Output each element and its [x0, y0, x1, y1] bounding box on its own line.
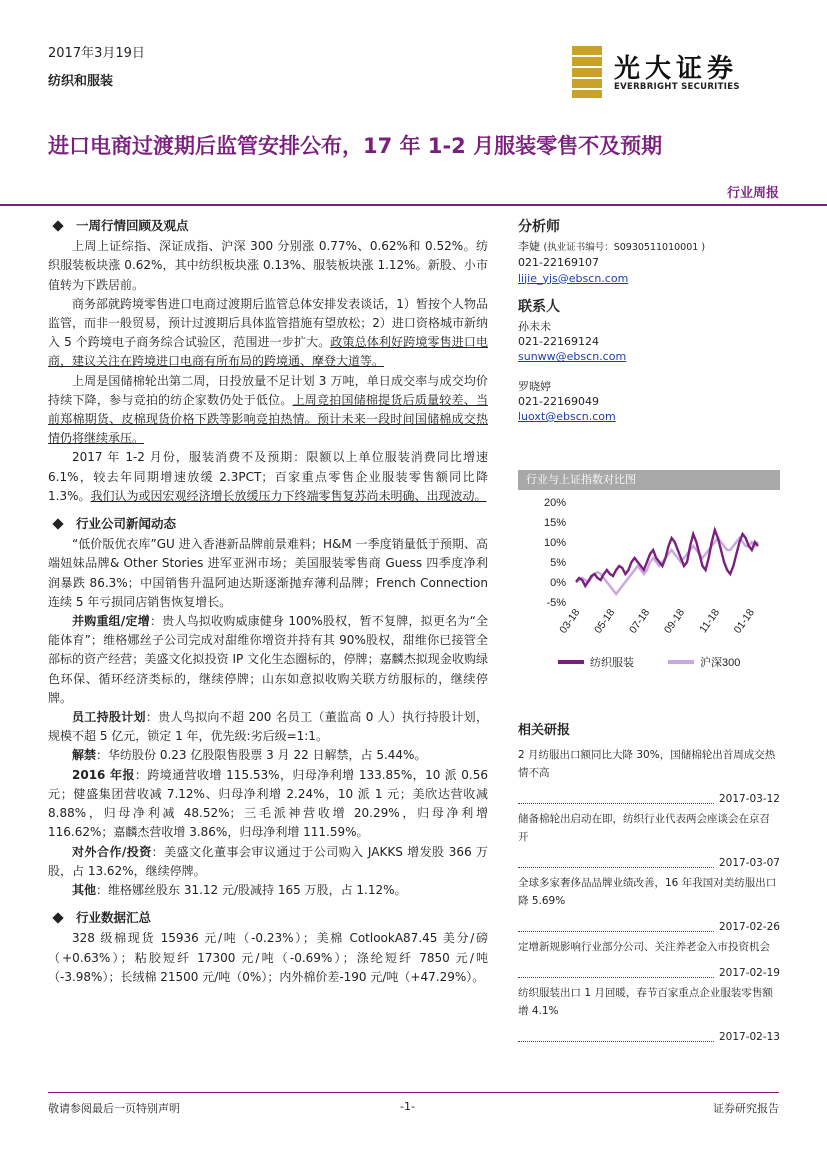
- section-heading: 行业数据汇总: [48, 908, 488, 927]
- paragraph: 上周是国储棉轮出第二周，日投放量不足计划 3 万吨，单日成交率与成交均价持续下降，参与竞拍的纺企家数仍处于低位。上周竞拍国储棉提货后质量较差、当前郑棉期货、皮棉现货价格下跌等影响竞拍热情。预计未来一段时间国储棉成交热情仍将继续承压。: [48, 373, 488, 446]
- paragraph: 员工持股计划：贵人鸟拟向不超 200 名员工（董监高 0 人）执行持股计划，规模不超 5 亿元，锁定 1 年，优先级:劣后级=1:1。: [48, 710, 488, 744]
- chart-title: 行业与上证指数对比图: [518, 470, 780, 490]
- analyst-phone: 021-22169107: [518, 256, 599, 270]
- diamond-bullet-icon: [52, 912, 63, 923]
- contacts-heading: 联系人: [518, 298, 560, 315]
- legend-label: 纺织服装: [590, 657, 634, 669]
- y-tick-label: 20%: [543, 497, 566, 509]
- paragraph: 上周上证综指、深证成指、沪深 300 分别涨 0.77%、0.62%和 0.52%。纺织服装板块涨 0.62%，其中纺织板块涨 0.13%、服装板块涨 1.12%。新股、小市值转为下跌居前。: [48, 239, 488, 292]
- x-tick-label: 05-18: [592, 606, 618, 636]
- legend-label: 沪深300: [700, 657, 741, 669]
- analyst-email-link[interactable]: lijie_yjs@ebscn.com: [518, 271, 629, 285]
- paragraph: 2016 年报：跨境通营收增 115.53%，归母净利增 133.85%，10 派 0.56 元；健盛集团营收减 7.12%、归母净利增 2.24%，10 派 1 元；美欣达营收减 8.88%，归母净利减 48.52%；三毛派神营收增 20.29%，归母净利增 116.62%；嘉麟杰营收增 3.86%，归母净利增 111.59%。: [48, 767, 489, 840]
- paragraph: 解禁：华纺股份 0.23 亿股限售股票 3 月 22 日解禁，占 5.44%。: [72, 748, 427, 763]
- company-logo: [572, 46, 772, 98]
- analyst-heading: 分析师: [518, 219, 560, 235]
- section-heading: 一周行情回顾及观点: [48, 216, 488, 235]
- related-report-link[interactable]: 2 月纺服出口额同比大降 30%，国储棉轮出首周成交热情不高: [518, 749, 776, 779]
- related-report-date: 2017-02-19: [518, 960, 780, 978]
- analyst-name-line: 李婕 (执业证书编号：S0930511010001 ): [518, 240, 706, 254]
- related-report-date: 2017-03-07: [518, 850, 780, 868]
- x-tick-label: 11-18: [697, 606, 723, 636]
- related-report-link[interactable]: 储备棉轮出启动在即，纺织行业代表两会座谈会在京召开: [518, 813, 770, 843]
- page-number: -1-: [400, 1100, 415, 1113]
- report-type: 行业周报: [726, 186, 779, 201]
- related-report-link[interactable]: 全球多家奢侈品品牌业绩改善，16 年我国对美纺服出口降 5.69%: [518, 877, 777, 907]
- x-tick-label: 03-18: [557, 606, 583, 636]
- contact-phone: 021-22169049: [518, 394, 599, 408]
- header-divider: [0, 204, 827, 206]
- paragraph: 2017 年 1-2 月份，服装消费不及预期：限额以上单位服装消费同比增速 6.1%，较去年同期增速放缓 2.3PCT；百家重点零售企业服装零售额同比降 1.3%。我们认为或因宏观经济增长放缓压力下终端零售复苏尚未明确、出现波动。: [48, 450, 488, 503]
- paragraph: 其他：维格娜丝股东 31.12 元/股减持 165 万股，占 1.12%。: [72, 882, 407, 897]
- paragraph: “低价版优衣库”GU 进入香港新品牌前景难料；H&M 一季度销量低于预期、高端妞妹品牌& Other Stories 进军亚洲市场；美国服装零售商 Guess 四季度净利润暴跌 86.3%；中国销售升温阿迪达斯逐渐抛弃薄利品牌；French Connection 连续 5 年亏损同店销售恢复增长。: [48, 537, 488, 609]
- section-heading: 行业公司新闻动态: [48, 514, 488, 533]
- contact-name: 罗晓婷: [518, 379, 551, 393]
- logo-mark-icon: [572, 46, 602, 98]
- footer-divider: [48, 1092, 779, 1093]
- y-tick-label: 0%: [550, 577, 566, 589]
- footer-disclaimer: 敬请参阅最后一页特别声明: [48, 1102, 180, 1115]
- main-content: [48, 214, 488, 987]
- contact-name: 孙未未: [518, 320, 551, 334]
- paragraph: 并购重组/定增：贵人鸟拟收购威康健身 100%股权，暂不复牌，拟更名为“全能体育”；维格娜丝子公司完成对甜维你增资并持有其 90%股权，甜维你已接管全部标的资产经营；美盛文化拟投资 IP 文化生态圈标的，停牌；嘉麟杰拟现金收购绿色环保、循环经济类标的，继续停牌；山东如意拟收购关联方纺服标的，继续停牌。: [48, 614, 489, 705]
- contact-phone: 021-22169124: [518, 335, 599, 349]
- paragraph: 商务部就跨境零售进口电商过渡期后监管总体安排发表谈话，1）暂按个人物品监管，而非一般贸易，预计过渡期后具体监管措施有望放松；2）进口资格城市新纳入 5 个跨境电子商务综合试验区，范围进一步扩大。政策总体利好跨境零售进口电商，建议关注在跨境进口电商有所布局的跨境通、摩登大道等。: [48, 296, 488, 369]
- footer-label: 证券研究报告: [713, 1102, 779, 1115]
- paragraph: 对外合作/投资：美盛文化董事会审议通过于公司购入 JAKKS 增发股 366 万股，占 13.62%，继续停牌。: [48, 844, 488, 878]
- diamond-bullet-icon: [52, 518, 63, 529]
- paragraph: 328 级棉现货 15936 元/吨（-0.23%）；美棉 CotlookA87.45 美分/磅（+0.63%）；粘胶短纤 17300 元/吨（-0.69%）；涤纶短纤 7850 元/吨（-3.98%）；长绒棉 21500 元/吨（0%）；内外棉价差-190 元/吨（+47.29%）。: [48, 931, 488, 984]
- industry-label: 纺织和服装: [48, 74, 114, 89]
- contact-email-link[interactable]: luoxt@ebscn.com: [518, 410, 616, 424]
- logo-cn-text: 光大证券: [614, 54, 739, 84]
- sidebar: [518, 214, 780, 424]
- y-tick-label: -5%: [546, 597, 566, 609]
- diamond-bullet-icon: [52, 220, 63, 231]
- related-report-link[interactable]: 纺织服装出口 1 月回暖，春节百家重点企业服装零售额增 4.1%: [518, 987, 773, 1017]
- report-title: 进口电商过渡期后监管安排公布，17 年 1-2 月服装零售不及预期: [48, 134, 663, 158]
- logo-en-text: EVERBRIGHT SECURITIES: [614, 82, 740, 92]
- x-tick-label: 01-18: [731, 606, 757, 636]
- y-tick-label: 5%: [550, 557, 566, 569]
- chart-svg: [518, 490, 780, 676]
- related-report-link[interactable]: 定增新规影响行业部分公司、关注养老金入市投资机会: [518, 941, 770, 953]
- x-tick-label: 07-18: [626, 606, 653, 636]
- contact-email-link[interactable]: sunww@ebscn.com: [518, 350, 627, 364]
- x-tick-label: 09-18: [661, 606, 688, 636]
- related-heading: 相关研报: [518, 723, 571, 738]
- y-tick-label: 10%: [543, 537, 566, 549]
- related-report-date: 2017-03-12: [518, 786, 780, 804]
- series-line: [576, 538, 758, 594]
- report-date: 2017年3月19日: [48, 46, 145, 61]
- comparison-chart: [518, 470, 780, 676]
- y-tick-label: 15%: [543, 517, 566, 529]
- related-reports: [518, 722, 780, 1048]
- related-report-date: 2017-02-13: [518, 1024, 780, 1042]
- related-report-date: 2017-02-26: [518, 914, 780, 932]
